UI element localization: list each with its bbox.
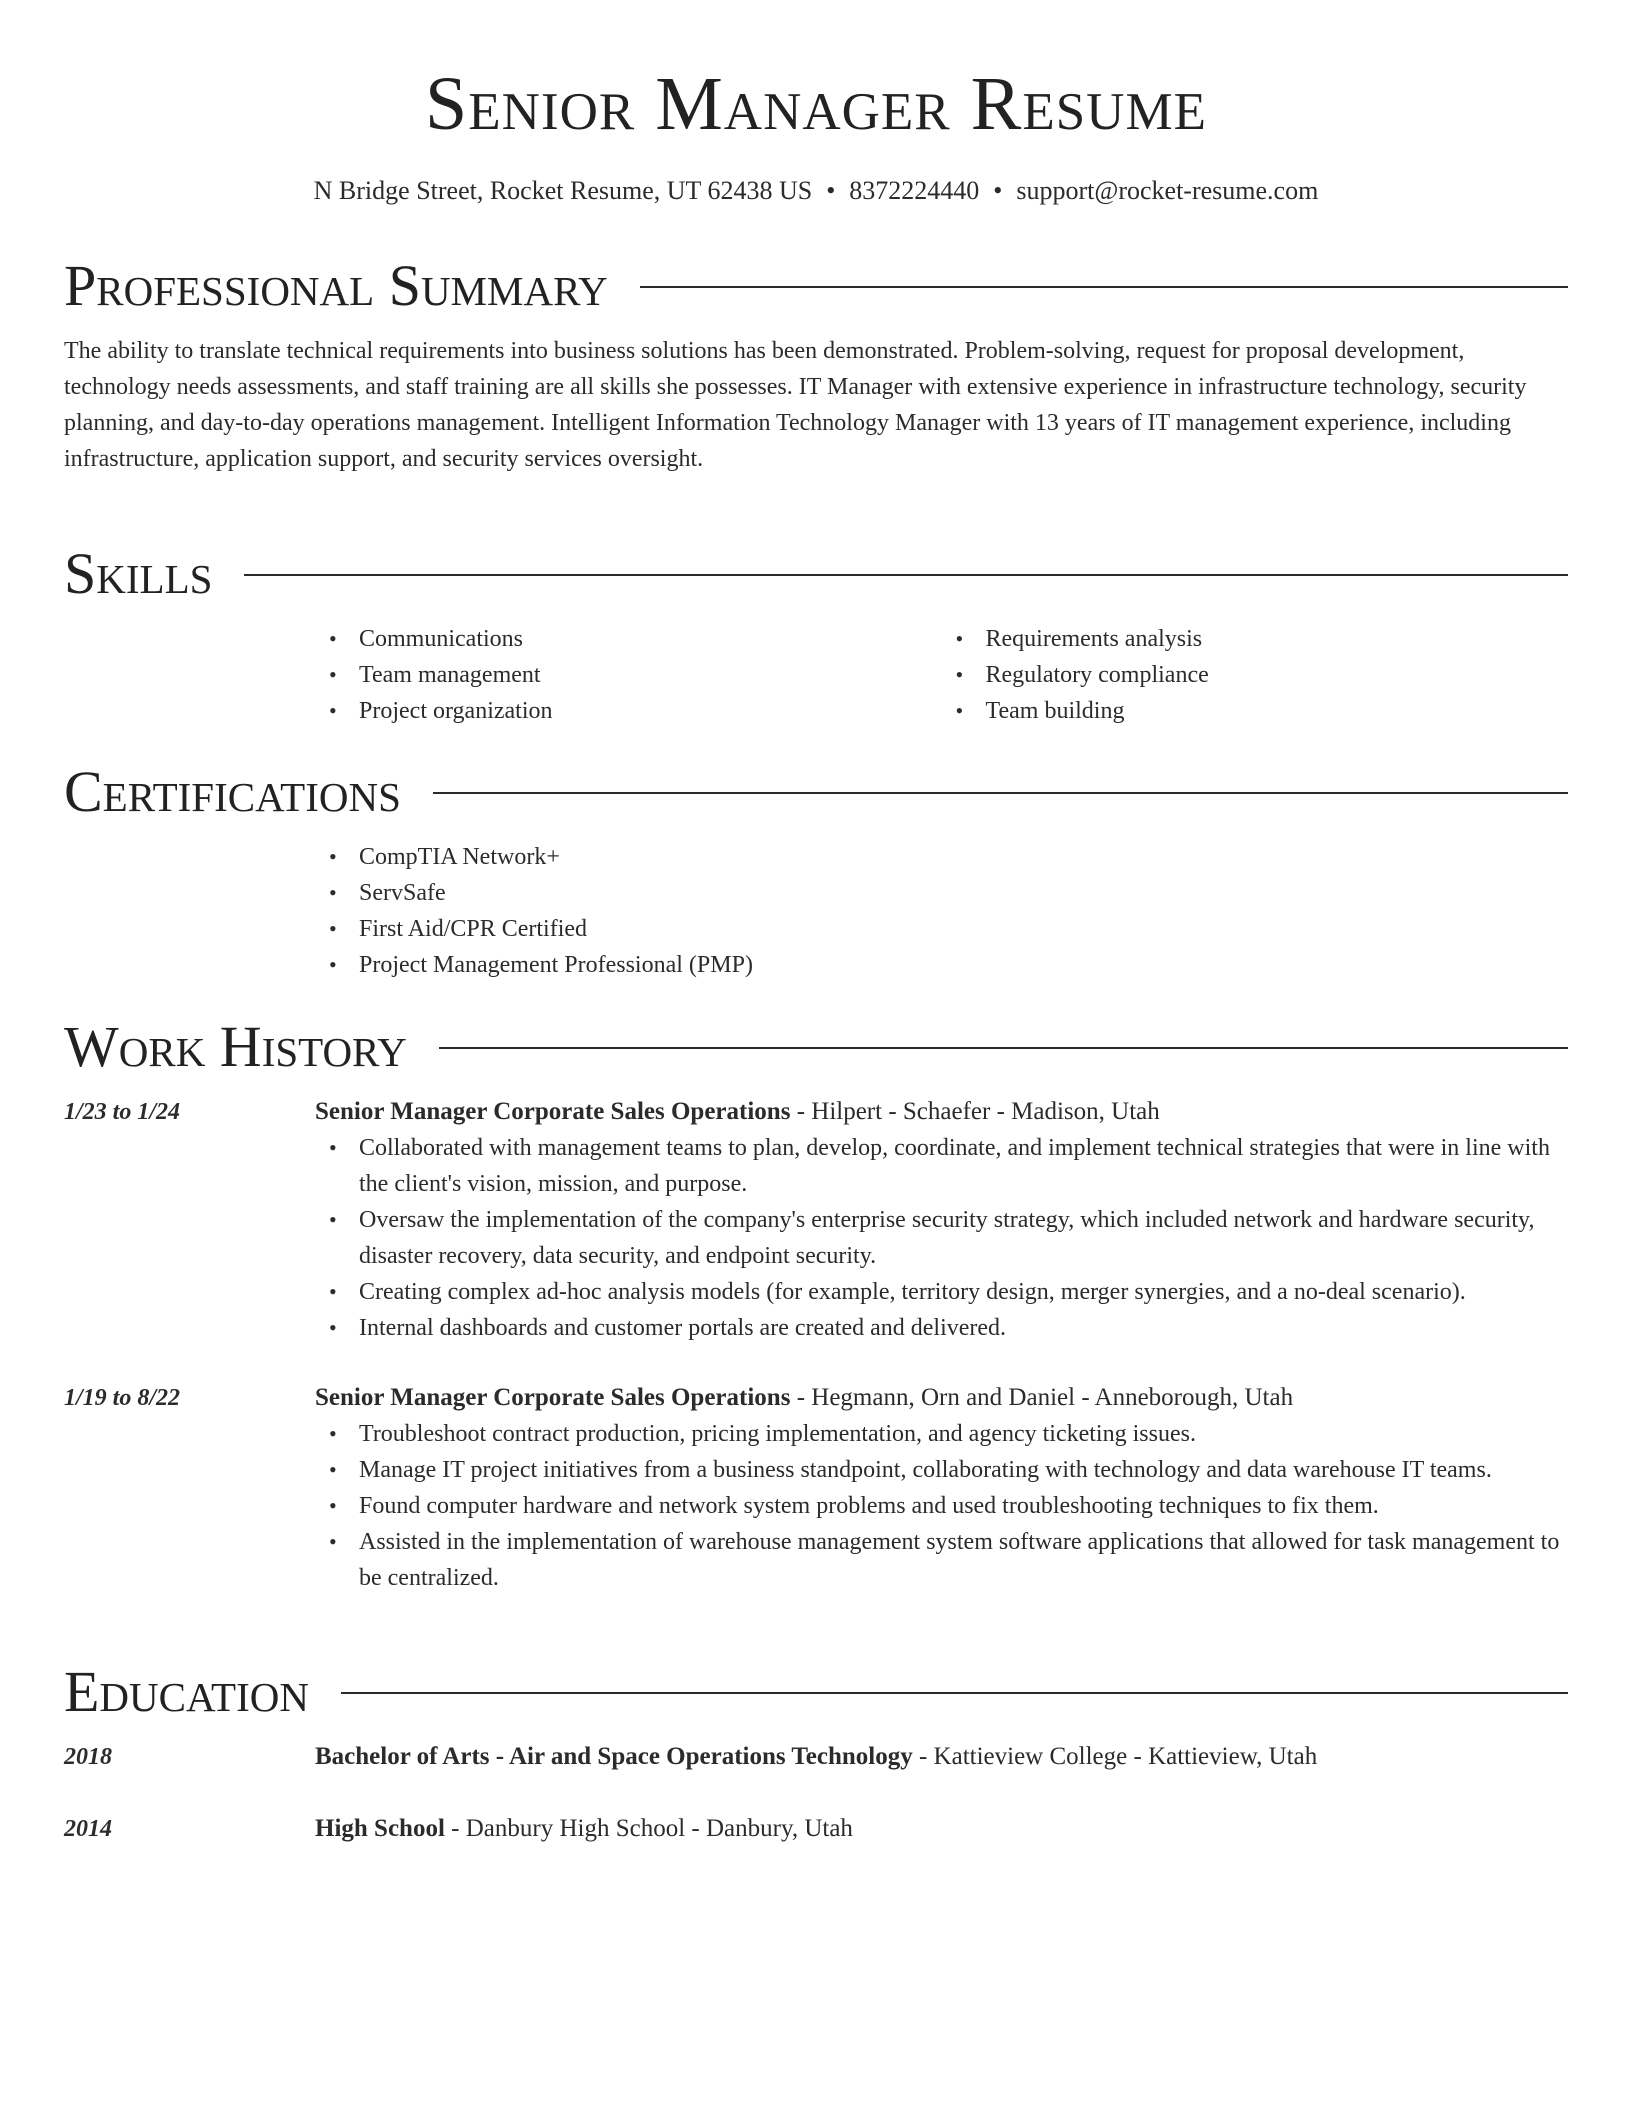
job-details	[315, 1380, 1568, 1596]
education-details	[315, 1811, 1568, 1847]
certification-item: • ServSafe	[359, 875, 1568, 911]
job-entry	[64, 1380, 1568, 1596]
job-bullets	[315, 1130, 1568, 1346]
contact-separator: •	[993, 176, 1003, 205]
contact-line	[0, 174, 1632, 208]
job-dates: 1/23 to 1/24	[64, 1099, 181, 1125]
job-bullet: • Oversaw the implementation of the company's enterprise security strategy, which included network and hardware security, disaster recovery, data security, and endpoint security.	[359, 1202, 1568, 1274]
section-divider	[244, 574, 1568, 576]
job-heading	[315, 1380, 1568, 1416]
job-bullet: • Collaborated with management teams to plan, develop, coordinate, and implement technical strategies that were in line with the client's vision, mission, and purpose.	[359, 1130, 1568, 1202]
certification-item: • Project Management Professional (PMP)	[359, 947, 1568, 983]
job-dates: 1/19 to 8/22	[64, 1385, 181, 1411]
summary-text: The ability to translate technical requirements into business solutions has been demonstrated. Problem-solving, request for proposal development, technology needs assessments, and staff training are all skills she possesses. IT Manager with extensive experience in infrastructure technology, security planning, and day-to-day operations management. Intelligent Information Technology Manager with 13 years of IT management experience, including infrastructure, application support, and security services oversight.	[64, 338, 1527, 472]
skill-item: • Team management	[359, 657, 942, 693]
education-school: - Danbury High School - Danbury, Utah	[444, 1815, 853, 1842]
section-divider	[439, 1047, 1568, 1049]
certifications-list-wrap	[315, 839, 1568, 983]
skills-column-right	[942, 621, 1569, 729]
resume-title: Senior Manager Resume	[425, 62, 1207, 146]
job-bullet: • Assisted in the implementation of warehouse management system software applications that allowed for task management to be centralized.	[359, 1524, 1568, 1596]
job-bullet: • Manage IT project initiatives from a business standpoint, collaborating with technology and data warehouse IT teams.	[359, 1452, 1568, 1488]
section-divider	[341, 1692, 1568, 1694]
section-title-certifications: Certifications	[64, 759, 401, 824]
section-divider	[640, 286, 1568, 288]
education-year: 2018	[64, 1744, 112, 1770]
education-degree: Bachelor of Arts - Air and Space Operations Technology	[315, 1743, 913, 1770]
education-entry	[64, 1739, 1568, 1775]
contact-email: support@rocket-resume.com	[1016, 176, 1319, 205]
skill-item: • Regulatory compliance	[986, 657, 1569, 693]
skill-item: • Requirements analysis	[986, 621, 1569, 657]
education-school: - Kattieview College - Kattieview, Utah	[912, 1743, 1318, 1770]
job-position: Senior Manager Corporate Sales Operations	[315, 1098, 791, 1125]
section-title-summary: Professional Summary	[64, 253, 608, 318]
job-entry	[64, 1094, 1568, 1346]
contact-phone: 8372224440	[849, 176, 980, 205]
skills-column-left	[315, 621, 942, 729]
job-bullet: • Found computer hardware and network system problems and used troubleshooting techniques to fix them.	[359, 1488, 1568, 1524]
education-year: 2014	[64, 1816, 112, 1842]
education-details	[315, 1739, 1568, 1775]
section-title-work-history: Work History	[64, 1014, 407, 1079]
section-header	[64, 255, 1568, 317]
job-bullet: • Internal dashboards and customer portals are created and delivered.	[359, 1310, 1568, 1346]
work-history-section	[64, 1016, 1568, 1596]
education-section	[64, 1661, 1568, 1847]
section-header	[64, 1661, 1568, 1723]
section-header	[64, 543, 1568, 605]
job-position: Senior Manager Corporate Sales Operations	[315, 1384, 791, 1411]
section-divider	[433, 792, 1568, 794]
skills-grid	[315, 621, 1568, 729]
section-title-skills: Skills	[64, 541, 213, 606]
contact-separator: •	[826, 176, 836, 205]
skill-item: • Project organization	[359, 693, 942, 729]
certification-item: • CompTIA Network+	[359, 839, 1568, 875]
job-company: - Hegmann, Orn and Daniel - Anneborough, Utah	[790, 1384, 1294, 1411]
skill-item: • Team building	[986, 693, 1569, 729]
section-header	[64, 1016, 1568, 1078]
certifications-list	[315, 839, 1568, 983]
certifications-section	[64, 761, 1568, 983]
education-entry	[64, 1811, 1568, 1847]
job-bullet: • Creating complex ad-hoc analysis models (for example, territory design, merger synergies, and a no-deal scenario).	[359, 1274, 1568, 1310]
certification-item: • First Aid/CPR Certified	[359, 911, 1568, 947]
summary-section	[64, 255, 1568, 477]
contact-address: N Bridge Street, Rocket Resume, UT 62438 US	[313, 176, 813, 205]
skills-section	[64, 543, 1568, 729]
skill-item: • Communications	[359, 621, 942, 657]
section-title-education: Education	[64, 1659, 309, 1724]
section-header	[64, 761, 1568, 823]
job-bullet: • Troubleshoot contract production, pricing implementation, and agency ticketing issues.	[359, 1416, 1568, 1452]
job-company: - Hilpert - Schaefer - Madison, Utah	[790, 1098, 1160, 1125]
job-heading	[315, 1094, 1568, 1130]
job-bullets	[315, 1416, 1568, 1596]
job-details	[315, 1094, 1568, 1346]
education-degree: High School	[315, 1815, 445, 1842]
